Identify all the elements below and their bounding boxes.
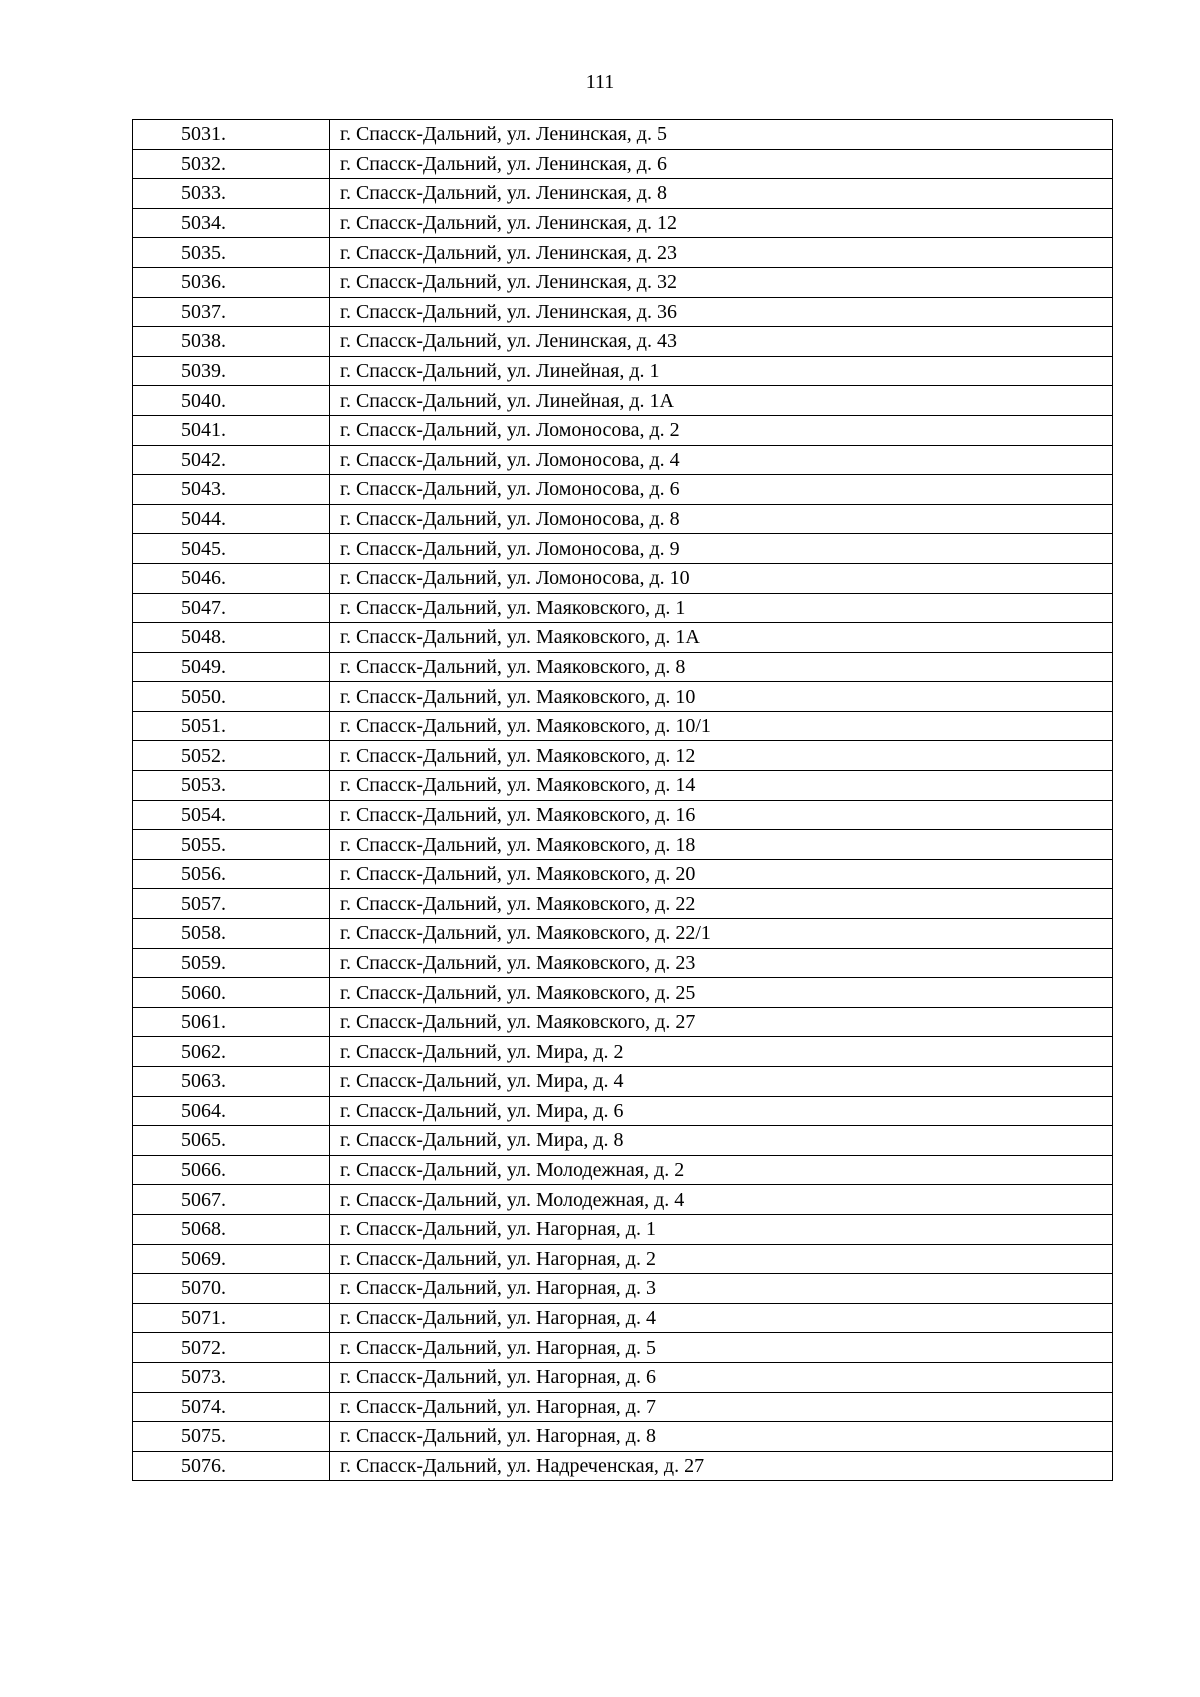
- address-cell: г. Спасск-Дальний, ул. Молодежная, д. 2: [330, 1155, 1113, 1185]
- row-number-cell: 5074.: [133, 1392, 330, 1422]
- address-cell: г. Спасск-Дальний, ул. Маяковского, д. 27: [330, 1007, 1113, 1037]
- row-number-cell: 5044.: [133, 504, 330, 534]
- table-row: [133, 563, 1113, 593]
- address-cell: г. Спасск-Дальний, ул. Ленинская, д. 43: [330, 327, 1113, 357]
- row-number-cell: 5046.: [133, 563, 330, 593]
- row-number-cell: 5041.: [133, 415, 330, 445]
- row-number-cell: 5032.: [133, 149, 330, 179]
- address-cell: г. Спасск-Дальний, ул. Нагорная, д. 7: [330, 1392, 1113, 1422]
- row-number-cell: 5045.: [133, 534, 330, 564]
- address-cell: г. Спасск-Дальний, ул. Маяковского, д. 10/1: [330, 711, 1113, 741]
- address-cell: г. Спасск-Дальний, ул. Ленинская, д. 6: [330, 149, 1113, 179]
- row-number-cell: 5057.: [133, 889, 330, 919]
- address-cell: г. Спасск-Дальний, ул. Маяковского, д. 1: [330, 593, 1113, 623]
- table-row: [133, 475, 1113, 505]
- row-number-cell: 5075.: [133, 1422, 330, 1452]
- table-row: [133, 771, 1113, 801]
- address-cell: г. Спасск-Дальний, ул. Линейная, д. 1: [330, 356, 1113, 386]
- address-cell: г. Спасск-Дальний, ул. Маяковского, д. 20: [330, 859, 1113, 889]
- table-row: [133, 149, 1113, 179]
- row-number-cell: 5053.: [133, 771, 330, 801]
- table-row: [133, 1333, 1113, 1363]
- address-cell: г. Спасск-Дальний, ул. Маяковского, д. 22: [330, 889, 1113, 919]
- row-number-cell: 5033.: [133, 179, 330, 209]
- address-cell: г. Спасск-Дальний, ул. Ломоносова, д. 10: [330, 563, 1113, 593]
- table-row: [133, 1422, 1113, 1452]
- address-cell: г. Спасск-Дальний, ул. Ломоносова, д. 4: [330, 445, 1113, 475]
- table-row: [133, 238, 1113, 268]
- table-row: [133, 800, 1113, 830]
- row-number-cell: 5058.: [133, 919, 330, 949]
- row-number-cell: 5070.: [133, 1274, 330, 1304]
- row-number-cell: 5064.: [133, 1096, 330, 1126]
- row-number-cell: 5056.: [133, 859, 330, 889]
- address-cell: г. Спасск-Дальний, ул. Мира, д. 2: [330, 1037, 1113, 1067]
- table-row: [133, 741, 1113, 771]
- address-cell: г. Спасск-Дальний, ул. Маяковского, д. 14: [330, 771, 1113, 801]
- row-number-cell: 5031.: [133, 120, 330, 150]
- row-number-cell: 5036.: [133, 267, 330, 297]
- table-row: [133, 504, 1113, 534]
- address-cell: г. Спасск-Дальний, ул. Маяковского, д. 10: [330, 682, 1113, 712]
- address-cell: г. Спасск-Дальний, ул. Ломоносова, д. 8: [330, 504, 1113, 534]
- address-cell: г. Спасск-Дальний, ул. Ломоносова, д. 2: [330, 415, 1113, 445]
- table-row: [133, 859, 1113, 889]
- address-cell: г. Спасск-Дальний, ул. Ленинская, д. 12: [330, 208, 1113, 238]
- address-cell: г. Спасск-Дальний, ул. Ленинская, д. 36: [330, 297, 1113, 327]
- address-cell: г. Спасск-Дальний, ул. Ленинская, д. 23: [330, 238, 1113, 268]
- address-cell: г. Спасск-Дальний, ул. Мира, д. 8: [330, 1126, 1113, 1156]
- row-number-cell: 5052.: [133, 741, 330, 771]
- row-number-cell: 5037.: [133, 297, 330, 327]
- table-row: [133, 652, 1113, 682]
- row-number-cell: 5055.: [133, 830, 330, 860]
- address-cell: г. Спасск-Дальний, ул. Нагорная, д. 3: [330, 1274, 1113, 1304]
- row-number-cell: 5043.: [133, 475, 330, 505]
- table-row: [133, 208, 1113, 238]
- address-cell: г. Спасск-Дальний, ул. Нагорная, д. 1: [330, 1214, 1113, 1244]
- address-table-body: [133, 120, 1113, 1481]
- address-cell: г. Спасск-Дальний, ул. Ломоносова, д. 9: [330, 534, 1113, 564]
- table-row: [133, 1303, 1113, 1333]
- address-cell: г. Спасск-Дальний, ул. Ленинская, д. 8: [330, 179, 1113, 209]
- table-row: [133, 1244, 1113, 1274]
- address-cell: г. Спасск-Дальний, ул. Ленинская, д. 32: [330, 267, 1113, 297]
- address-cell: г. Спасск-Дальний, ул. Линейная, д. 1А: [330, 386, 1113, 416]
- address-cell: г. Спасск-Дальний, ул. Маяковского, д. 23: [330, 948, 1113, 978]
- table-row: [133, 682, 1113, 712]
- address-cell: г. Спасск-Дальний, ул. Молодежная, д. 4: [330, 1185, 1113, 1215]
- table-row: [133, 978, 1113, 1008]
- table-row: [133, 297, 1113, 327]
- table-row: [133, 1362, 1113, 1392]
- table-row: [133, 1037, 1113, 1067]
- table-row: [133, 889, 1113, 919]
- table-row: [133, 1214, 1113, 1244]
- table-row: [133, 1126, 1113, 1156]
- row-number-cell: 5035.: [133, 238, 330, 268]
- row-number-cell: 5065.: [133, 1126, 330, 1156]
- table-row: [133, 179, 1113, 209]
- table-row: [133, 327, 1113, 357]
- table-row: [133, 445, 1113, 475]
- address-cell: г. Спасск-Дальний, ул. Ломоносова, д. 6: [330, 475, 1113, 505]
- address-cell: г. Спасск-Дальний, ул. Нагорная, д. 4: [330, 1303, 1113, 1333]
- table-row: [133, 534, 1113, 564]
- table-row: [133, 919, 1113, 949]
- table-row: [133, 830, 1113, 860]
- address-cell: г. Спасск-Дальний, ул. Нагорная, д. 8: [330, 1422, 1113, 1452]
- table-row: [133, 1067, 1113, 1097]
- address-cell: г. Спасск-Дальний, ул. Маяковского, д. 1А: [330, 623, 1113, 653]
- table-row: [133, 1392, 1113, 1422]
- row-number-cell: 5042.: [133, 445, 330, 475]
- row-number-cell: 5072.: [133, 1333, 330, 1363]
- table-row: [133, 1096, 1113, 1126]
- address-cell: г. Спасск-Дальний, ул. Нагорная, д. 2: [330, 1244, 1113, 1274]
- row-number-cell: 5054.: [133, 800, 330, 830]
- row-number-cell: 5047.: [133, 593, 330, 623]
- address-cell: г. Спасск-Дальний, ул. Нагорная, д. 5: [330, 1333, 1113, 1363]
- address-cell: г. Спасск-Дальний, ул. Мира, д. 6: [330, 1096, 1113, 1126]
- row-number-cell: 5076.: [133, 1451, 330, 1481]
- address-cell: г. Спасск-Дальний, ул. Маяковского, д. 12: [330, 741, 1113, 771]
- row-number-cell: 5061.: [133, 1007, 330, 1037]
- row-number-cell: 5040.: [133, 386, 330, 416]
- row-number-cell: 5038.: [133, 327, 330, 357]
- table-row: [133, 593, 1113, 623]
- address-cell: г. Спасск-Дальний, ул. Маяковского, д. 16: [330, 800, 1113, 830]
- address-table: [132, 119, 1113, 1481]
- table-row: [133, 356, 1113, 386]
- row-number-cell: 5049.: [133, 652, 330, 682]
- row-number-cell: 5073.: [133, 1362, 330, 1392]
- table-row: [133, 386, 1113, 416]
- row-number-cell: 5050.: [133, 682, 330, 712]
- table-row: [133, 267, 1113, 297]
- row-number-cell: 5051.: [133, 711, 330, 741]
- row-number-cell: 5067.: [133, 1185, 330, 1215]
- table-row: [133, 1274, 1113, 1304]
- row-number-cell: 5059.: [133, 948, 330, 978]
- address-cell: г. Спасск-Дальний, ул. Маяковского, д. 25: [330, 978, 1113, 1008]
- row-number-cell: 5060.: [133, 978, 330, 1008]
- table-row: [133, 1155, 1113, 1185]
- row-number-cell: 5063.: [133, 1067, 330, 1097]
- table-row: [133, 1007, 1113, 1037]
- address-cell: г. Спасск-Дальний, ул. Мира, д. 4: [330, 1067, 1113, 1097]
- address-cell: г. Спасск-Дальний, ул. Надреченская, д. 27: [330, 1451, 1113, 1481]
- row-number-cell: 5062.: [133, 1037, 330, 1067]
- row-number-cell: 5034.: [133, 208, 330, 238]
- row-number-cell: 5069.: [133, 1244, 330, 1274]
- address-cell: г. Спасск-Дальний, ул. Маяковского, д. 8: [330, 652, 1113, 682]
- table-row: [133, 1185, 1113, 1215]
- address-cell: г. Спасск-Дальний, ул. Нагорная, д. 6: [330, 1362, 1113, 1392]
- table-row: [133, 711, 1113, 741]
- table-row: [133, 1451, 1113, 1481]
- table-row: [133, 948, 1113, 978]
- page-number: 111: [585, 71, 615, 93]
- row-number-cell: 5039.: [133, 356, 330, 386]
- address-cell: г. Спасск-Дальний, ул. Ленинская, д. 5: [330, 120, 1113, 150]
- row-number-cell: 5066.: [133, 1155, 330, 1185]
- table-row: [133, 415, 1113, 445]
- row-number-cell: 5071.: [133, 1303, 330, 1333]
- address-cell: г. Спасск-Дальний, ул. Маяковского, д. 18: [330, 830, 1113, 860]
- row-number-cell: 5048.: [133, 623, 330, 653]
- address-cell: г. Спасск-Дальний, ул. Маяковского, д. 22/1: [330, 919, 1113, 949]
- table-row: [133, 623, 1113, 653]
- table-row: [133, 120, 1113, 150]
- row-number-cell: 5068.: [133, 1214, 330, 1244]
